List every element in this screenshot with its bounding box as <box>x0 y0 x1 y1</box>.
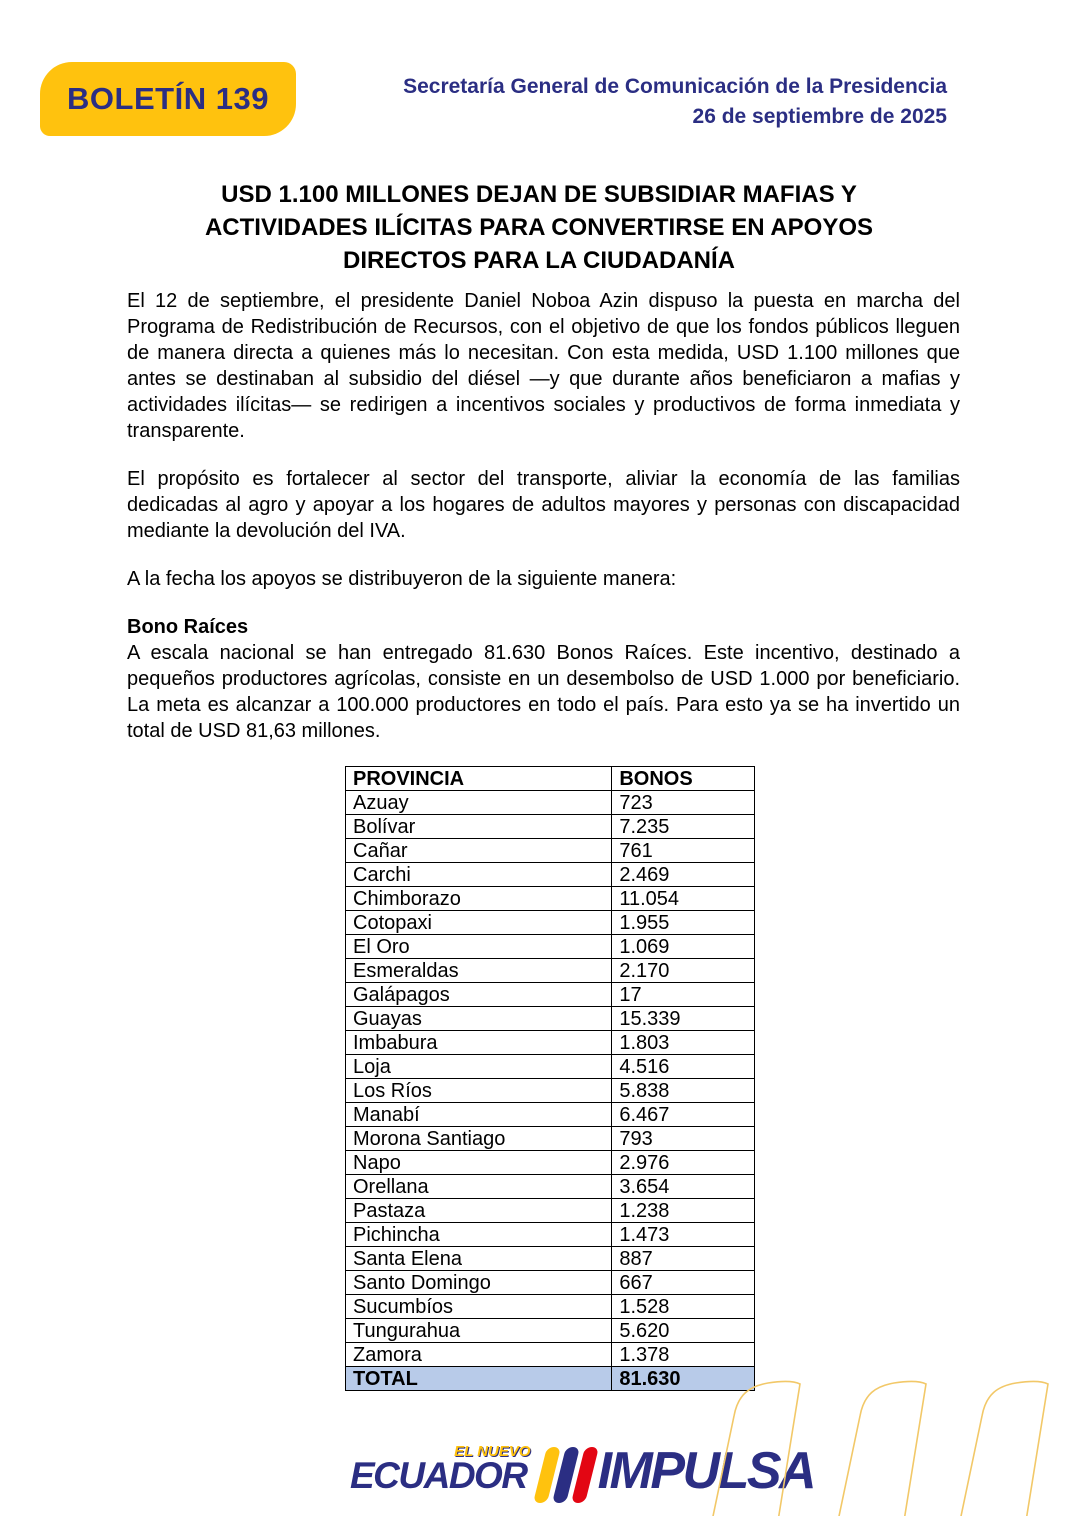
province-cell: Pichincha <box>346 1223 612 1247</box>
org-name: Secretaría General de Comunicación de la Presidencia <box>403 75 947 98</box>
table-row <box>346 1055 755 1079</box>
province-cell: Pastaza <box>346 1199 612 1223</box>
bonos-cell: 11.054 <box>612 887 755 911</box>
table-row <box>346 1079 755 1103</box>
table-row <box>346 887 755 911</box>
bonos-cell: 17 <box>612 983 755 1007</box>
table-row <box>346 1103 755 1127</box>
bonos-cell: 1.528 <box>612 1295 755 1319</box>
document-title <box>110 178 968 277</box>
table-row <box>346 1223 755 1247</box>
table-row <box>346 863 755 887</box>
logo-ecuador-block <box>350 1443 531 1496</box>
total-label-cell: TOTAL <box>346 1367 612 1391</box>
logo-impulsa-text: IMPULSA <box>597 1442 815 1500</box>
document-title-line-3: DIRECTOS PARA LA CIUDADANÍA <box>342 247 735 274</box>
bonos-cell: 1.473 <box>612 1223 755 1247</box>
table-total-row <box>346 1367 755 1391</box>
table-row <box>346 1127 755 1151</box>
bonos-cell: 723 <box>612 791 755 815</box>
table-row <box>346 1199 755 1223</box>
province-cell: Chimborazo <box>346 887 612 911</box>
bonos-cell: 15.339 <box>612 1007 755 1031</box>
bonos-cell: 2.170 <box>612 959 755 983</box>
province-cell: Cotopaxi <box>346 911 612 935</box>
bonos-cell: 2.976 <box>612 1151 755 1175</box>
bonos-cell: 1.803 <box>612 1031 755 1055</box>
table-row <box>346 959 755 983</box>
province-cell: Loja <box>346 1055 612 1079</box>
province-cell: Galápagos <box>346 983 612 1007</box>
logo-el-nuevo-text: EL NUEVO <box>454 1443 531 1460</box>
province-cell: Azuay <box>346 791 612 815</box>
province-cell: Manabí <box>346 1103 612 1127</box>
province-cell: Guayas <box>346 1007 612 1031</box>
table-row <box>346 839 755 863</box>
table-row <box>346 815 755 839</box>
table-row <box>346 1007 755 1031</box>
province-cell: Morona Santiago <box>346 1127 612 1151</box>
column-header-bonos: BONOS <box>612 767 755 791</box>
bonos-cell: 1.955 <box>612 911 755 935</box>
province-cell: Zamora <box>346 1343 612 1367</box>
paragraph-purpose: El propósito es fortalecer al sector del transporte, aliviar la economía de las familias dedicadas al agro y apoyar a los hogares de adultos mayores y personas con discapacidad mediante la devolución del IVA. <box>127 468 960 542</box>
bonos-cell: 4.516 <box>612 1055 755 1079</box>
section-heading-bono-raices: Bono Raíces <box>127 616 249 638</box>
bonos-cell: 761 <box>612 839 755 863</box>
logo-stripes-icon <box>535 1447 592 1503</box>
table-header-row <box>346 767 755 791</box>
province-cell: Bolívar <box>346 815 612 839</box>
bonos-cell: 887 <box>612 1247 755 1271</box>
province-bonos-table <box>345 766 755 1391</box>
province-cell: Tungurahua <box>346 1319 612 1343</box>
paragraph-bono-raices: A escala nacional se han entregado 81.630 Bonos Raíces. Este incentivo, destinado a pequeños productores agrícolas, consiste en un desembolso de USD 1.000 por beneficiario. La meta es alcanzar a 100.000 productores en todo el país. Para esto ya se ha invertido un total de USD 81,63 millones. <box>127 642 960 742</box>
bulletin-badge <box>40 62 296 136</box>
province-cell: Los Ríos <box>346 1079 612 1103</box>
logo-ecuador-text: ECUADOR <box>350 1455 527 1496</box>
province-cell: Sucumbíos <box>346 1295 612 1319</box>
table-row <box>346 935 755 959</box>
table-row <box>346 1319 755 1343</box>
table-row <box>346 983 755 1007</box>
table-row <box>346 1151 755 1175</box>
decorative-fins-icon <box>698 1376 1078 1516</box>
province-cell: El Oro <box>346 935 612 959</box>
bulletin-number: BOLETÍN 139 <box>67 81 269 116</box>
bonos-cell: 7.235 <box>612 815 755 839</box>
province-cell: Cañar <box>346 839 612 863</box>
province-cell: Napo <box>346 1151 612 1175</box>
table-row <box>346 1343 755 1367</box>
bonos-cell: 1.378 <box>612 1343 755 1367</box>
column-header-provincia: PROVINCIA <box>346 767 612 791</box>
table-row <box>346 1271 755 1295</box>
bonos-cell: 667 <box>612 1271 755 1295</box>
province-cell: Santa Elena <box>346 1247 612 1271</box>
province-cell: Carchi <box>346 863 612 887</box>
bonos-cell: 1.069 <box>612 935 755 959</box>
bonos-cell: 5.838 <box>612 1079 755 1103</box>
table-row <box>346 1031 755 1055</box>
bonos-cell: 3.654 <box>612 1175 755 1199</box>
header-block <box>403 72 947 132</box>
bonos-cell: 2.469 <box>612 863 755 887</box>
bonos-cell: 6.467 <box>612 1103 755 1127</box>
province-cell: Orellana <box>346 1175 612 1199</box>
table-row <box>346 1247 755 1271</box>
document-title-line-2: ACTIVIDADES ILÍCITAS PARA CONVERTIRSE EN APOYOS <box>204 214 874 241</box>
total-value-cell: 81.630 <box>612 1367 755 1391</box>
document-date: 26 de septiembre de 2025 <box>692 105 947 128</box>
province-cell: Esmeraldas <box>346 959 612 983</box>
bonos-cell: 5.620 <box>612 1319 755 1343</box>
bonos-cell: 1.238 <box>612 1199 755 1223</box>
table-row <box>346 791 755 815</box>
document-body <box>127 288 960 1391</box>
province-cell: Santo Domingo <box>346 1271 612 1295</box>
province-cell: Imbabura <box>346 1031 612 1055</box>
table-row <box>346 911 755 935</box>
paragraph-distribution-intro: A la fecha los apoyos se distribuyeron de la siguiente manera: <box>127 568 677 590</box>
paragraph-program: El 12 de septiembre, el presidente Daniel Noboa Azin dispuso la puesta en marcha del Programa de Redistribución de Recursos, con el objetivo de que los fondos públicos lleguen de manera directa a quienes más lo necesitan. Con esta medida, USD 1.100 millones que antes se destinaban al subsidio del diésel —y que durante años beneficiaron a mafias y actividades ilícitas— se redirigen a incentivos sociales y productivos de forma inmediata y transparente. <box>127 290 960 442</box>
document-title-line-1: USD 1.100 MILLONES DEJAN DE SUBSIDIAR MAFIAS Y <box>221 181 857 208</box>
bonos-cell: 793 <box>612 1127 755 1151</box>
table-row <box>346 1295 755 1319</box>
table-row <box>346 1175 755 1199</box>
